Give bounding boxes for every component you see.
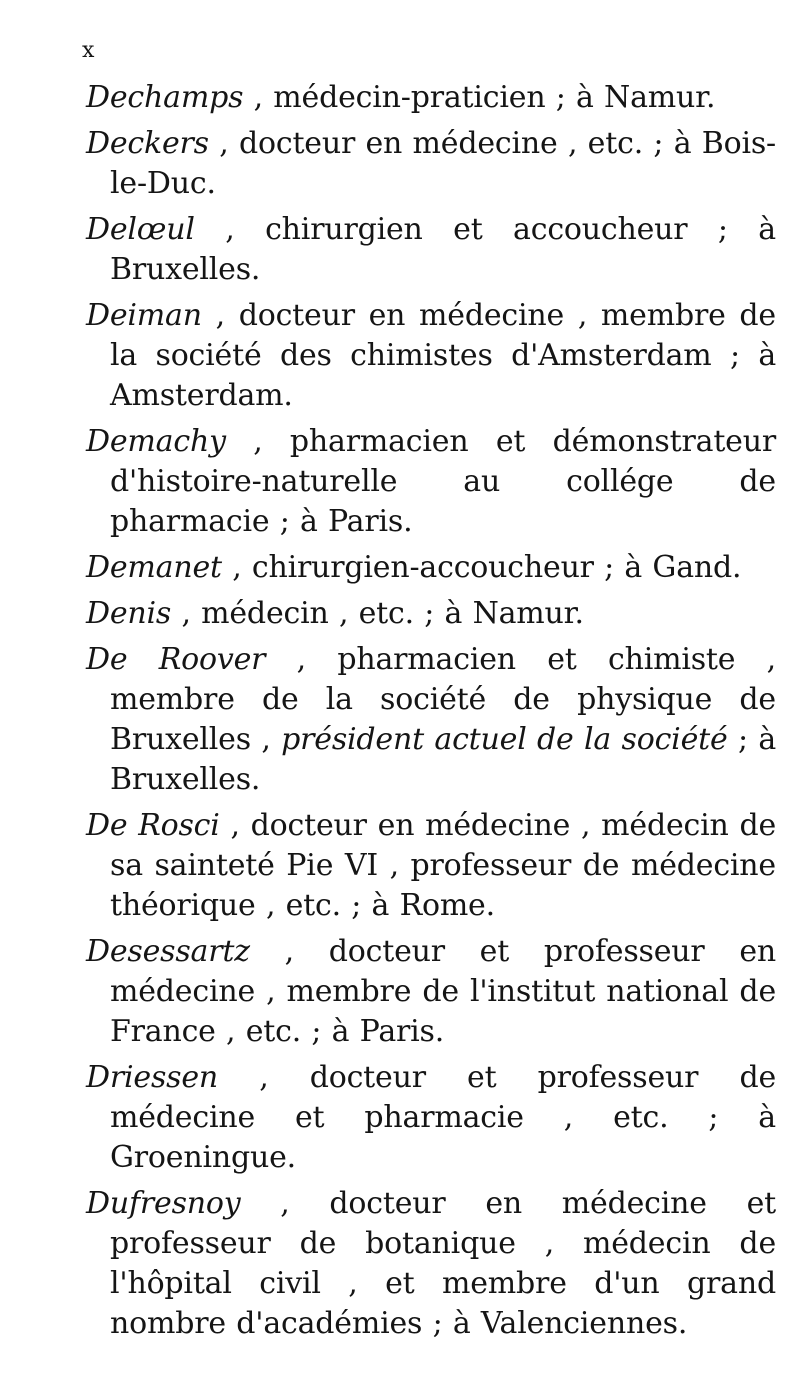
list-item	[86, 1184, 776, 1344]
entry-name: Driessen	[86, 1060, 219, 1095]
entry-list	[86, 78, 776, 1350]
entry-text: , docteur en médecine , médecin de sa sainteté Pie VI , professeur de médecine théorique , etc. ; à Rome.	[110, 808, 777, 923]
signature-mark: x	[82, 38, 95, 63]
list-item	[86, 296, 776, 416]
entry-name: Denis	[86, 596, 172, 631]
list-item	[86, 422, 776, 542]
list-item	[86, 806, 776, 926]
entry-text: , chirurgien-accoucheur ; à Gand.	[221, 550, 742, 585]
entry-name: Delœul	[86, 212, 195, 247]
entry-name: Deckers	[86, 126, 209, 161]
list-item	[86, 78, 776, 118]
entry-name: Demachy	[86, 424, 226, 459]
entry-text: , pharmacien et chimiste , membre de la société de physique de Bruxelles ,	[110, 642, 777, 757]
list-item	[86, 640, 776, 800]
entry-tail: ; à Bruxelles.	[110, 722, 776, 797]
entry-name: Dufresnoy	[86, 1186, 241, 1221]
entry-text: , médecin-praticien ; à Namur.	[243, 80, 716, 115]
list-item	[86, 210, 776, 290]
list-item	[86, 548, 776, 588]
entry-text: , docteur et professeur de médecine et pharmacie , etc. ; à Groeningue.	[110, 1060, 776, 1175]
entry-name: Deiman	[86, 298, 202, 333]
list-item	[86, 932, 776, 1052]
entry-text: , docteur en médecine , etc. ; à Bois-le-Duc.	[110, 126, 776, 201]
list-item	[86, 594, 776, 634]
entry-name: De Rosci	[86, 808, 220, 843]
entry-name: Desessartz	[86, 934, 250, 969]
entry-italic-text: président actuel de la société	[281, 722, 728, 757]
entry-text: , pharmacien et démonstrateur d'histoire-naturelle au collége de pharmacie ; à Paris.	[110, 424, 776, 539]
list-item	[86, 1058, 776, 1178]
entry-text: , docteur en médecine , membre de la société des chimistes d'Amsterdam ; à Amsterdam.	[110, 298, 776, 413]
entry-name: De Roover	[86, 642, 266, 677]
entry-text: , médecin , etc. ; à Namur.	[171, 596, 584, 631]
entry-text: , docteur en médecine et professeur de botanique , médecin de l'hôpital civil , et membre d'un grand nombre d'académies ; à Valenciennes.	[110, 1186, 776, 1341]
list-item	[86, 124, 776, 204]
entry-text: , chirurgien et accoucheur ; à Bruxelles.	[110, 212, 776, 287]
entry-name: Dechamps	[86, 80, 244, 115]
entry-text: , docteur et professeur en médecine , membre de l'institut national de France , etc. ; à Paris.	[110, 934, 776, 1049]
entry-name: Demanet	[86, 550, 222, 585]
